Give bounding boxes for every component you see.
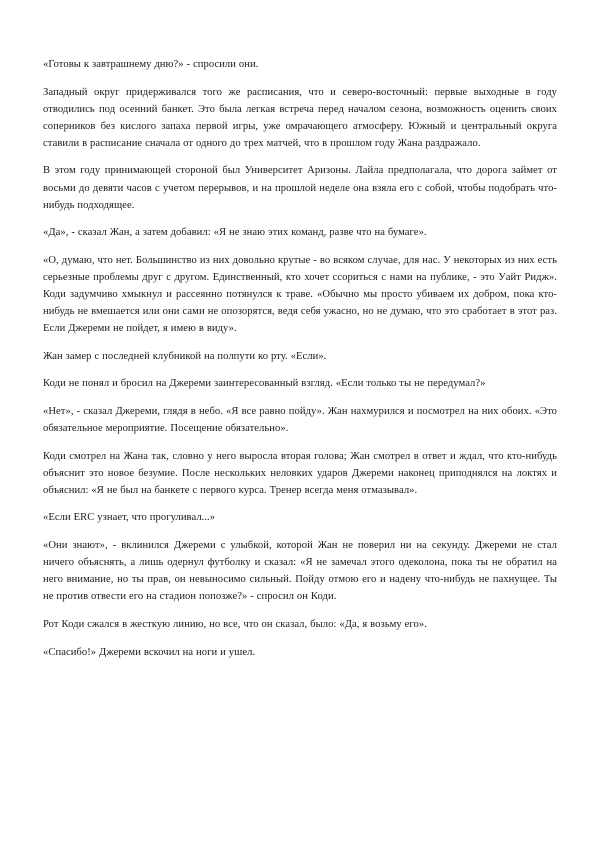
- paragraph: «Да», - сказал Жан, а затем добавил: «Я не знаю этих команд, разве что на бумаге».: [43, 227, 427, 239]
- paragraph: «Спасибо!» Джереми вскочил на ноги и ушел.: [43, 646, 256, 658]
- body-text-column: [43, 56, 557, 661]
- paragraph: Западный округ придерживался того же расписания, что и северо-восточный: первые выходные в году отводились под осенний банкет. Это была легкая встреча перед началом сезона, возможность оценить своих соперников без кислого запаха первой игры, уже омрачающего атмосферу. Южный и центральный округа ставили в расписание сначала от одного до трех матчей, что в прошлом году Жана раздражало.: [43, 86, 557, 149]
- paragraph: Коди смотрел на Жана так, словно у него выросла вторая голова; Жан смотрел в ответ и ждал, что кто-нибудь объяснит это новое безумие. После нескольких неловких ударов Джереми наконец приподнялся на локтях и объяснил: «Я не был на банкете с первого курса. Тренер всегда меня отмазывал».: [43, 450, 557, 496]
- paragraph: В этом году принимающей стороной был Университет Аризоны. Лайла предполагала, что дорога займет от восьми до девяти часов с учетом перерывов, и на прошлой неделе она взяла его с собой, чтобы подобрать что-нибудь подходящее.: [43, 165, 557, 211]
- paragraph: «О, думаю, что нет. Большинство из них довольно крутые - во всяком случае, для нас. У некоторых из них есть серьезные проблемы друг с другом. Единственный, кто хочет ссориться с нами на публике, - это Уайт Ридж». Коди задумчиво хмыкнул и рассеянно потянулся к траве. «Обычно мы просто убиваем их добром, пока кто-нибудь не вмешается или они сами не опозорятся, ведя себя ужасно, но не думаю, что это сработает в этот раз. Если Джереми не пойдет, я имею в виду».: [43, 254, 557, 335]
- paragraph: Жан замер с последней клубникой на полпути ко рту. «Если».: [43, 350, 327, 362]
- paragraph: «Нет», - сказал Джереми, глядя в небо. «Я все равно пойду». Жан нахмурился и посмотрел на них обоих. «Это обязательное мероприятие. Посещение обязательно».: [43, 406, 557, 435]
- paragraph: Коди не понял и бросил на Джереми заинтересованный взгляд. «Если только ты не передумал?»: [43, 378, 486, 390]
- paragraph: Рот Коди сжался в жесткую линию, но все, что он сказал, было: «Да, я возьму его».: [43, 618, 427, 630]
- paragraph: «Они знают», - вклинился Джереми с улыбкой, которой Жан не поверил ни на секунду. Джереми не стал ничего объяснять, а лишь одернул футболку и сказал: «Я не замечал этого одеколона, пока ты не обратил на него внимание, но ты прав, он невыносимо сильный. Пойду отмою его и надену что-нибудь не пахнущее. Ты не против отвести его на стадион попозже?» - спросил он Коди.: [43, 540, 557, 603]
- paragraph: «Готовы к завтрашнему дню?» - спросили они.: [43, 59, 259, 70]
- paragraph: «Если ERC узнает, что прогуливал...»: [43, 512, 216, 524]
